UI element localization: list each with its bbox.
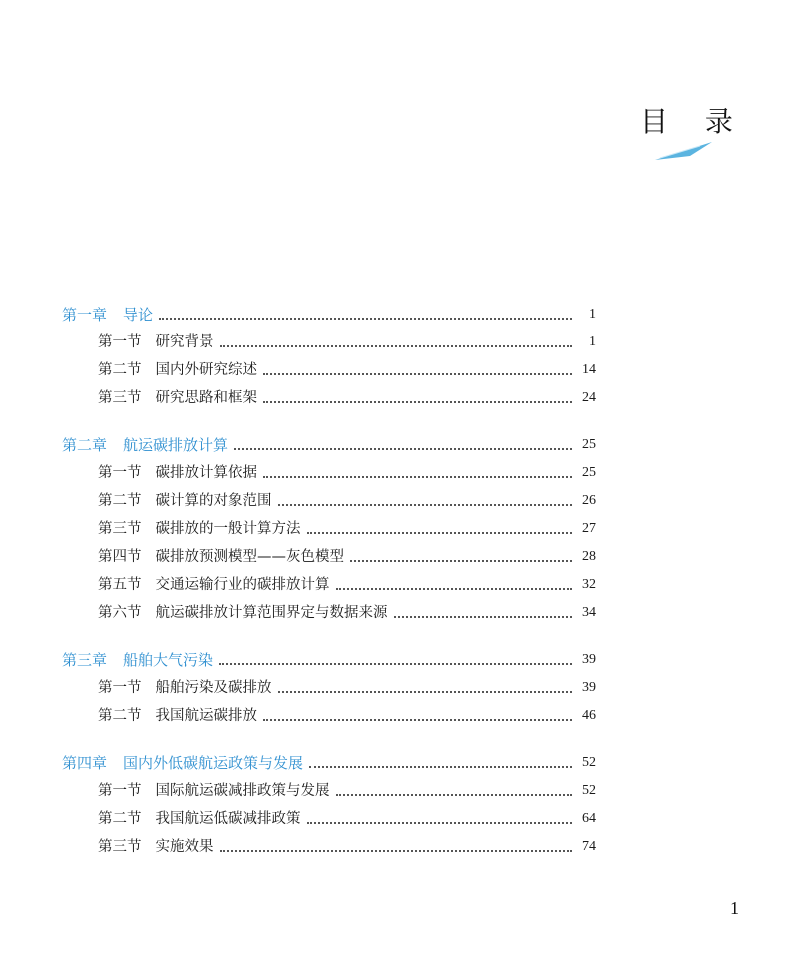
dot-leader bbox=[278, 504, 573, 506]
section-number: 第一节 bbox=[98, 465, 142, 481]
section-title: 航运碳排放计算范围界定与数据来源 bbox=[155, 605, 388, 621]
chapter-title: 航运碳排放计算 bbox=[123, 436, 229, 454]
section-number: 第二节 bbox=[98, 362, 142, 378]
chapter-title: 导论 bbox=[123, 306, 154, 324]
dot-leader bbox=[263, 476, 572, 478]
section-number: 第一节 bbox=[98, 783, 142, 799]
section-title: 碳排放的一般计算方法 bbox=[155, 521, 301, 537]
section-title: 研究思路和框架 bbox=[155, 390, 257, 406]
page-number: 52 bbox=[582, 755, 596, 770]
chapter-number: 第一章 bbox=[62, 306, 108, 324]
section-number: 第三节 bbox=[98, 390, 142, 406]
toc-chapter-row[interactable] bbox=[62, 431, 596, 455]
page-number: 64 bbox=[582, 811, 596, 826]
dot-leader bbox=[394, 616, 573, 618]
section-title: 碳排放预测模型——灰色模型 bbox=[155, 549, 344, 565]
page-number: 26 bbox=[582, 493, 596, 508]
page-number: 25 bbox=[582, 437, 596, 452]
chapter-title: 国内外低碳航运政策与发展 bbox=[123, 754, 304, 772]
section-title: 国内外研究综述 bbox=[155, 362, 257, 378]
section-title: 碳排放计算依据 bbox=[155, 465, 257, 481]
section-title: 国际航运碳减排政策与发展 bbox=[155, 783, 330, 799]
toc-section-row[interactable] bbox=[98, 328, 596, 352]
page-number: 52 bbox=[582, 783, 596, 798]
dot-leader bbox=[278, 691, 573, 693]
dot-leader bbox=[336, 588, 573, 590]
dot-leader bbox=[263, 373, 572, 375]
toc-section-row[interactable] bbox=[98, 702, 596, 726]
chapter-number: 第三章 bbox=[62, 651, 108, 669]
section-title: 船舶污染及碳排放 bbox=[155, 680, 272, 696]
chapter-number: 第四章 bbox=[62, 754, 108, 772]
page-title: 目 录 bbox=[640, 105, 747, 138]
page-number: 14 bbox=[582, 362, 596, 377]
page-number: 24 bbox=[582, 390, 596, 405]
dot-leader bbox=[219, 663, 572, 665]
page-number: 32 bbox=[582, 577, 596, 592]
section-number: 第二节 bbox=[98, 811, 142, 827]
page-number: 39 bbox=[582, 652, 596, 667]
dot-leader bbox=[263, 719, 572, 721]
page-number: 25 bbox=[582, 465, 596, 480]
dot-leader bbox=[309, 766, 572, 768]
dot-leader bbox=[336, 794, 573, 796]
section-title: 交通运输行业的碳排放计算 bbox=[155, 577, 330, 593]
dot-leader bbox=[307, 822, 573, 824]
page-number: 39 bbox=[582, 680, 596, 695]
dot-leader bbox=[220, 850, 573, 852]
dot-leader bbox=[220, 345, 573, 347]
toc-section-row[interactable] bbox=[98, 571, 596, 595]
dot-leader bbox=[234, 448, 572, 450]
section-title: 我国航运低碳减排政策 bbox=[155, 811, 301, 827]
chapter-title: 船舶大气污染 bbox=[123, 651, 214, 669]
toc-section-row[interactable] bbox=[98, 384, 596, 408]
toc-section-row[interactable] bbox=[98, 805, 596, 829]
section-number: 第二节 bbox=[98, 493, 142, 509]
section-number: 第三节 bbox=[98, 839, 142, 855]
section-title: 碳计算的对象范围 bbox=[155, 493, 272, 509]
toc-section-row[interactable] bbox=[98, 674, 596, 698]
section-title: 实施效果 bbox=[155, 839, 214, 855]
page-number: 1 bbox=[589, 307, 596, 322]
toc-section-row[interactable] bbox=[98, 515, 596, 539]
section-number: 第五节 bbox=[98, 577, 142, 593]
toc-chapter-row[interactable] bbox=[62, 646, 596, 670]
dot-leader bbox=[350, 560, 572, 562]
section-number: 第二节 bbox=[98, 708, 142, 724]
page-number: 46 bbox=[582, 708, 596, 723]
toc-section-row[interactable] bbox=[98, 599, 596, 623]
toc-section-row[interactable] bbox=[98, 833, 596, 857]
section-title: 我国航运碳排放 bbox=[155, 708, 257, 724]
toc-chapter-row[interactable] bbox=[62, 301, 596, 325]
toc-section-row[interactable] bbox=[98, 543, 596, 567]
toc-section-row[interactable] bbox=[98, 459, 596, 483]
toc-chapter-row[interactable] bbox=[62, 749, 596, 773]
section-number: 第一节 bbox=[98, 680, 142, 696]
toc-section-row[interactable] bbox=[98, 487, 596, 511]
chapter-number: 第二章 bbox=[62, 436, 108, 454]
page-number-footer: 1 bbox=[730, 898, 739, 918]
page-number: 28 bbox=[582, 549, 596, 564]
page-number: 1 bbox=[589, 334, 596, 349]
section-number: 第四节 bbox=[98, 549, 142, 565]
section-number: 第三节 bbox=[98, 521, 142, 537]
page-number: 34 bbox=[582, 605, 596, 620]
dot-leader bbox=[159, 318, 572, 320]
toc-section-row[interactable] bbox=[98, 356, 596, 380]
page-number: 27 bbox=[582, 521, 596, 536]
toc-section-row[interactable] bbox=[98, 777, 596, 801]
section-number: 第六节 bbox=[98, 605, 142, 621]
dot-leader bbox=[263, 401, 572, 403]
section-title: 研究背景 bbox=[155, 334, 214, 350]
page-number: 74 bbox=[582, 839, 596, 854]
dot-leader bbox=[307, 532, 573, 534]
section-number: 第一节 bbox=[98, 334, 142, 350]
